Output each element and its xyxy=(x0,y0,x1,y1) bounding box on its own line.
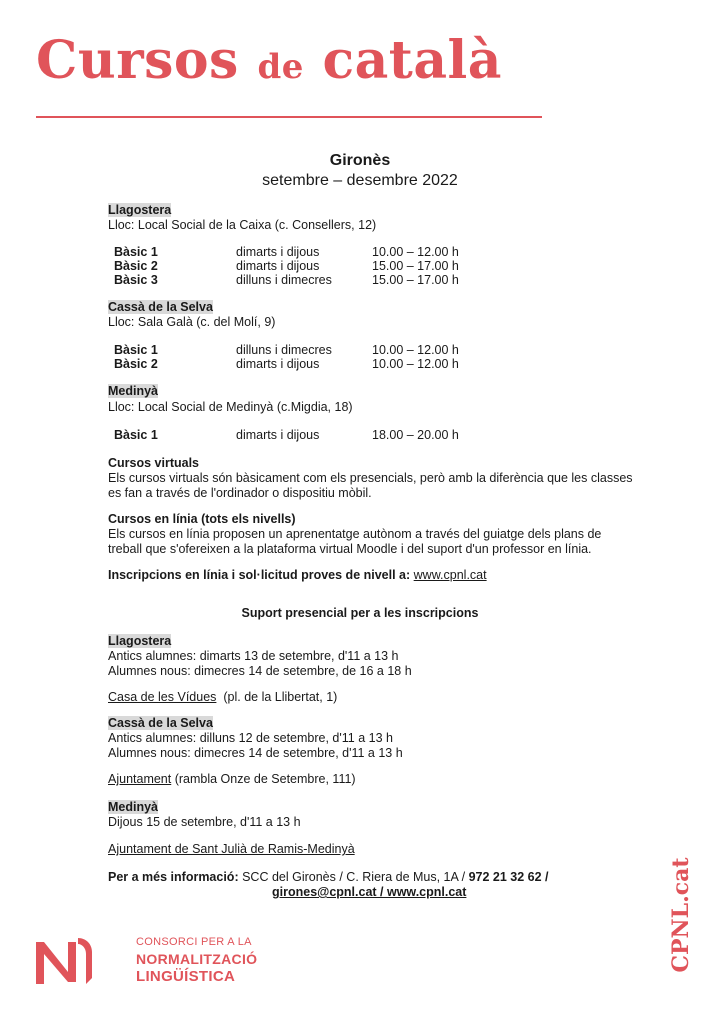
support-llagostera: Llagostera Antics alumnes: dimarts 13 de setembre, d'11 a 13 h Alumnes nous: dimecres 14 de setembre, de 16 a 18 h xyxy=(108,634,412,678)
contact-info: Per a més informació: SCC del Gironès / C. Riera de Mus, 1A / 972 21 32 62 / xyxy=(108,870,549,884)
support-venue-medinya: Ajuntament de Sant Julià de Ramis-Medinyà xyxy=(108,842,355,856)
support-venue-cassa: Ajuntament (rambla Onze de Setembre, 111) xyxy=(108,772,356,786)
logo-line3: LINGÜÍSTICA xyxy=(136,968,236,985)
period-heading: setembre – desembre 2022 xyxy=(262,172,458,189)
logo-line1: CONSORCI PER A LA xyxy=(136,936,252,948)
course-town-cassa: Cassà de la Selva xyxy=(108,300,213,314)
course-town-llagostera: Llagostera xyxy=(108,203,172,217)
support-cassa: Cassà de la Selva Antics alumnes: dilluns 12 de setembre, d'11 a 13 h Alumnes nous: dimecres 14 de setembre, d'11 a 13 h xyxy=(108,716,403,760)
contact-links[interactable]: girones@cpnl.cat / www.cpnl.cat xyxy=(272,885,467,899)
cpnl-side-brand: CPNL.cat xyxy=(668,857,694,973)
page-title: Cursos de català xyxy=(36,30,502,91)
title-divider xyxy=(36,116,542,118)
cpnl-logo-icon xyxy=(34,932,96,988)
course-place-medinya: Lloc: Local Social de Medinyà (c.Migdia, 18) xyxy=(108,400,353,414)
support-heading: Suport presencial per a les inscripcions xyxy=(241,606,479,620)
support-venue-llagostera: Casa de les Vídues (pl. de la Llibertat, 1) xyxy=(108,690,338,704)
registration-line: Inscripcions en línia i sol·licitud proves de nivell a: www.cpnl.cat xyxy=(108,568,487,582)
course-place-llagostera: Lloc: Local Social de la Caixa (c. Consellers, 12) xyxy=(108,218,377,232)
cpnl-logo xyxy=(34,932,294,988)
course-place-cassa: Lloc: Sala Galà (c. del Molí, 9) xyxy=(108,315,276,329)
support-medinya: Medinyà Dijous 15 de setembre, d'11 a 13 h xyxy=(108,800,301,829)
course-town-medinya: Medinyà xyxy=(108,384,159,398)
online-courses: Cursos en línia (tots els nivells) Els cursos en línia proposen un aprenentatge autònom a través del guiatge dels plans de treball que s'ofereixen a la plataforma virtual Moodle i del suport d'un professor en línia. xyxy=(108,512,602,556)
logo-line2: NORMALITZACIÓ xyxy=(136,951,258,967)
virtual-courses: Cursos virtuals Els cursos virtuals són bàsicament com els presencials, però amb la diferència que les classes es fan a través de l'ordinador o dispositiu mòbil. xyxy=(108,456,633,500)
registration-link[interactable]: www.cpnl.cat xyxy=(413,568,487,582)
region-heading: Gironès xyxy=(329,152,391,169)
